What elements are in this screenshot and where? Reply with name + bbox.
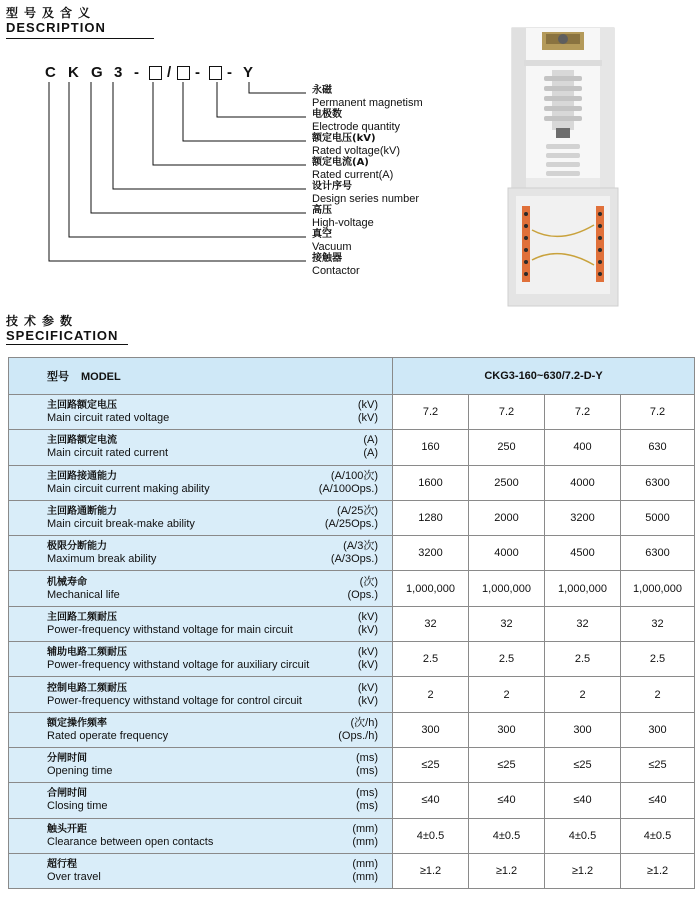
unit-en: (mm) — [352, 871, 378, 883]
table-row — [9, 712, 695, 747]
parameter-name-cn: 主回路额定电压 — [47, 400, 117, 412]
item-en: High-voltage — [312, 217, 374, 229]
value-cell: 32 — [393, 606, 469, 641]
unit-en: (A/3Ops.) — [330, 553, 378, 566]
parameter-name — [47, 611, 293, 637]
value-cell: 1,000,000 — [621, 571, 695, 606]
value-cell: 6300 — [621, 465, 695, 500]
parameter-name — [47, 470, 210, 496]
parameter-name-cn: 机械寿命 — [47, 576, 87, 588]
value-cell: 160 — [393, 430, 469, 465]
unit-cn: (mm) — [352, 858, 378, 870]
value-cell: 2000 — [469, 500, 545, 535]
value-cell: ≤25 — [393, 747, 469, 782]
unit-en: (ms) — [356, 800, 378, 813]
value-cell: 300 — [469, 712, 545, 747]
value-cell: 2 — [545, 677, 621, 712]
table-row — [9, 571, 695, 606]
value-cell: 6300 — [621, 536, 695, 571]
value-cell: ≤40 — [621, 783, 695, 818]
model-label-cell — [9, 358, 393, 395]
description-item — [312, 181, 419, 205]
code-char: - — [195, 64, 200, 81]
parameter-name-cn: 主回路接通能力 — [47, 470, 117, 482]
parameter-unit — [358, 646, 378, 672]
parameter-name — [47, 858, 101, 884]
parameter-name-en: Closing time — [47, 800, 108, 813]
value-cell: ≥1.2 — [469, 853, 545, 888]
table-row — [9, 642, 695, 677]
model-label-en: MODEL — [81, 371, 121, 383]
unit-en: (kV) — [357, 659, 378, 672]
parameter-cell — [9, 395, 393, 430]
unit-cn: (A) — [363, 434, 378, 447]
description-item — [312, 205, 374, 229]
unit-cn: (A/25次) — [337, 505, 378, 518]
description-item — [312, 229, 352, 253]
value-cell: 630 — [621, 430, 695, 465]
value-cell: ≤25 — [545, 747, 621, 782]
table-row — [9, 747, 695, 782]
parameter-name-en: Over travel — [47, 871, 101, 883]
value-cell: 250 — [469, 430, 545, 465]
code-char: Y — [243, 64, 254, 81]
parameter-cell — [9, 430, 393, 465]
unit-cn: (kV) — [357, 646, 378, 659]
table-row — [9, 465, 695, 500]
unit-cn: (次) — [359, 575, 378, 588]
model-label-cn: 型号 — [47, 370, 69, 383]
parameter-name-en: Maximum break ability — [47, 553, 157, 566]
unit-en: (kV) — [357, 623, 378, 636]
unit-en: (ms) — [356, 765, 378, 778]
parameter-unit — [358, 399, 378, 425]
parameter-name — [47, 752, 112, 778]
specification-table — [8, 357, 695, 889]
value-cell: 4000 — [469, 536, 545, 571]
parameter-unit — [331, 540, 378, 566]
code-char: - — [227, 64, 232, 81]
parameter-cell — [9, 747, 393, 782]
parameter-name-en: Main circuit break-make ability — [47, 518, 195, 531]
parameter-name-cn: 分闸时间 — [47, 753, 87, 765]
parameter-name-en: Main circuit rated voltage — [47, 412, 170, 425]
parameter-name-en: Main circuit rated current — [47, 447, 169, 460]
item-cn: 电极数 — [312, 109, 342, 120]
value-cell: 2.5 — [469, 642, 545, 677]
divider — [6, 344, 128, 345]
parameter-unit — [356, 787, 378, 813]
parameter-name — [47, 576, 120, 602]
code-char: / — [167, 64, 172, 81]
parameter-unit — [325, 505, 378, 531]
unit-en: (kV) — [357, 412, 378, 425]
parameter-name-en: Rated operate frequency — [47, 729, 169, 742]
parameter-cell — [9, 853, 393, 888]
parameter-cell — [9, 606, 393, 641]
parameter-name — [47, 823, 213, 849]
parameter-cell — [9, 677, 393, 712]
unit-cn: (A/3次) — [343, 540, 378, 553]
parameter-name-cn: 超行程 — [47, 859, 77, 870]
unit-cn: (ms) — [356, 752, 378, 765]
item-en: Permanent magnetism — [312, 97, 423, 109]
value-cell: 4±0.5 — [545, 818, 621, 853]
contactor-product-image — [500, 20, 630, 310]
parameter-name — [47, 540, 156, 566]
parameter-name-en: Main circuit current making ability — [47, 482, 210, 495]
value-cell: ≥1.2 — [545, 853, 621, 888]
value-cell: 1280 — [393, 500, 469, 535]
parameter-cell — [9, 712, 393, 747]
value-cell: 7.2 — [545, 395, 621, 430]
code-char: 3 — [114, 64, 123, 81]
unit-en: (Ops./h) — [338, 729, 378, 742]
unit-en: (kV) — [357, 694, 378, 707]
specification-title-cn: 技术参数 — [6, 314, 79, 328]
value-cell: 4±0.5 — [393, 818, 469, 853]
table-row — [9, 783, 695, 818]
parameter-name — [47, 646, 309, 672]
description-item — [312, 133, 400, 157]
value-cell: 7.2 — [621, 395, 695, 430]
unit-cn: (kV) — [357, 399, 378, 412]
value-cell: 300 — [545, 712, 621, 747]
model-value-cell: CKG3-160~630/7.2-D-Y — [393, 358, 695, 395]
parameter-unit — [347, 576, 378, 602]
parameter-name — [47, 682, 302, 708]
code-char: C — [45, 64, 56, 81]
parameter-unit — [352, 858, 378, 884]
parameter-cell — [9, 642, 393, 677]
parameter-name-en: Power-frequency withstand voltage for auxiliary circuit — [47, 659, 310, 672]
value-cell: ≤25 — [469, 747, 545, 782]
parameter-name-cn: 控制电路工频耐压 — [47, 682, 127, 694]
value-cell: 2.5 — [393, 642, 469, 677]
parameter-name-cn: 极限分断能力 — [47, 541, 107, 553]
item-en: Rated voltage(kV) — [312, 145, 401, 157]
table-row — [9, 677, 695, 712]
parameter-name-cn: 主回路通断能力 — [47, 506, 117, 518]
description-item — [312, 157, 393, 181]
unit-cn: (kV) — [357, 681, 378, 694]
value-cell: 5000 — [621, 500, 695, 535]
parameter-cell — [9, 465, 393, 500]
item-cn: 真空 — [312, 229, 332, 240]
parameter-name-cn: 额定操作频率 — [47, 717, 107, 729]
parameter-unit — [352, 823, 378, 849]
table-row — [9, 430, 695, 465]
value-cell: 7.2 — [469, 395, 545, 430]
value-cell: ≤25 — [621, 747, 695, 782]
table-row — [9, 606, 695, 641]
parameter-name-cn: 辅助电路工频耐压 — [47, 647, 127, 659]
value-cell: 2 — [621, 677, 695, 712]
item-cn: 额定电压(kV) — [312, 133, 376, 144]
parameter-name — [47, 505, 195, 531]
description-title-cn: 型号及含义 — [6, 6, 97, 20]
parameter-cell — [9, 818, 393, 853]
parameter-unit — [358, 682, 378, 708]
parameter-name — [47, 434, 168, 460]
description-item — [312, 253, 360, 277]
table-row — [9, 818, 695, 853]
value-cell: 1,000,000 — [469, 571, 545, 606]
table-row — [9, 536, 695, 571]
value-cell: ≤40 — [393, 783, 469, 818]
code-char: G — [91, 64, 103, 81]
parameter-name — [47, 787, 108, 813]
unit-cn: (kV) — [357, 610, 378, 623]
parameter-name-cn: 主回路额定电流 — [47, 435, 117, 447]
specification-heading — [6, 314, 118, 343]
parameter-name-cn: 主回路工频耐压 — [47, 611, 117, 623]
item-en: Rated current(A) — [312, 169, 394, 181]
value-cell: 1,000,000 — [545, 571, 621, 606]
value-cell: 32 — [469, 606, 545, 641]
table-header-row — [9, 358, 695, 395]
value-cell: 300 — [621, 712, 695, 747]
parameter-name-cn: 合闸时间 — [47, 788, 87, 800]
value-cell: 4±0.5 — [469, 818, 545, 853]
table-row — [9, 853, 695, 888]
value-cell: 3200 — [545, 500, 621, 535]
table-row — [9, 395, 695, 430]
description-item — [312, 85, 423, 109]
unit-cn: (mm) — [352, 822, 378, 835]
item-en: Contactor — [312, 265, 360, 277]
description-title-en: DESCRIPTION — [6, 20, 106, 35]
unit-en: (mm) — [352, 835, 378, 848]
value-cell: 2.5 — [545, 642, 621, 677]
parameter-name — [47, 399, 169, 425]
value-cell: ≤40 — [469, 783, 545, 818]
code-char: K — [68, 64, 79, 81]
parameter-name-en: Mechanical life — [47, 588, 120, 601]
unit-en: (Ops.) — [347, 588, 378, 601]
value-cell: 4±0.5 — [621, 818, 695, 853]
unit-en: (A) — [363, 447, 378, 460]
parameter-unit — [319, 470, 378, 496]
item-en: Electrode quantity — [312, 121, 401, 133]
value-cell: 2 — [469, 677, 545, 712]
item-cn: 永磁 — [312, 85, 332, 96]
value-cell: 1600 — [393, 465, 469, 500]
value-cell: 400 — [545, 430, 621, 465]
item-cn: 额定电流(A) — [312, 157, 369, 168]
value-cell: 32 — [545, 606, 621, 641]
value-cell: 2500 — [469, 465, 545, 500]
parameter-name-en: Clearance between open contacts — [47, 835, 214, 848]
value-cell: 4500 — [545, 536, 621, 571]
value-cell: 2 — [393, 677, 469, 712]
parameter-unit — [358, 611, 378, 637]
value-cell: 3200 — [393, 536, 469, 571]
parameter-cell — [9, 500, 393, 535]
unit-en: (A/100Ops.) — [318, 482, 378, 495]
parameter-name-en: Opening time — [47, 765, 113, 778]
value-cell: 32 — [621, 606, 695, 641]
parameter-unit — [363, 434, 378, 460]
parameter-unit — [356, 752, 378, 778]
unit-cn: (A/100次) — [330, 469, 378, 482]
value-cell: ≤40 — [545, 783, 621, 818]
item-en: Vacuum — [312, 241, 352, 253]
parameter-name — [47, 717, 168, 743]
value-cell: 300 — [393, 712, 469, 747]
specification-title-en: SPECIFICATION — [6, 328, 119, 343]
parameter-cell — [9, 536, 393, 571]
parameter-name-en: Power-frequency withstand voltage for control circuit — [47, 694, 302, 707]
code-char: - — [134, 64, 139, 81]
unit-cn: (ms) — [356, 787, 378, 800]
parameter-cell — [9, 571, 393, 606]
description-item — [312, 109, 400, 133]
unit-en: (A/25Ops.) — [324, 518, 378, 531]
table-row — [9, 500, 695, 535]
item-cn: 高压 — [312, 205, 332, 216]
item-en: Design series number — [312, 193, 419, 205]
unit-cn: (次/h) — [350, 716, 378, 729]
value-cell: 7.2 — [393, 395, 469, 430]
item-cn: 接触器 — [312, 253, 342, 264]
parameter-unit — [338, 717, 378, 743]
parameter-name-cn: 触头开距 — [47, 823, 87, 835]
parameter-cell — [9, 783, 393, 818]
item-cn: 设计序号 — [312, 181, 352, 192]
value-cell: ≥1.2 — [393, 853, 469, 888]
value-cell: 4000 — [545, 465, 621, 500]
value-cell: 2.5 — [621, 642, 695, 677]
value-cell: ≥1.2 — [621, 853, 695, 888]
value-cell: 1,000,000 — [393, 571, 469, 606]
parameter-name-en: Power-frequency withstand voltage for main circuit — [47, 623, 293, 636]
